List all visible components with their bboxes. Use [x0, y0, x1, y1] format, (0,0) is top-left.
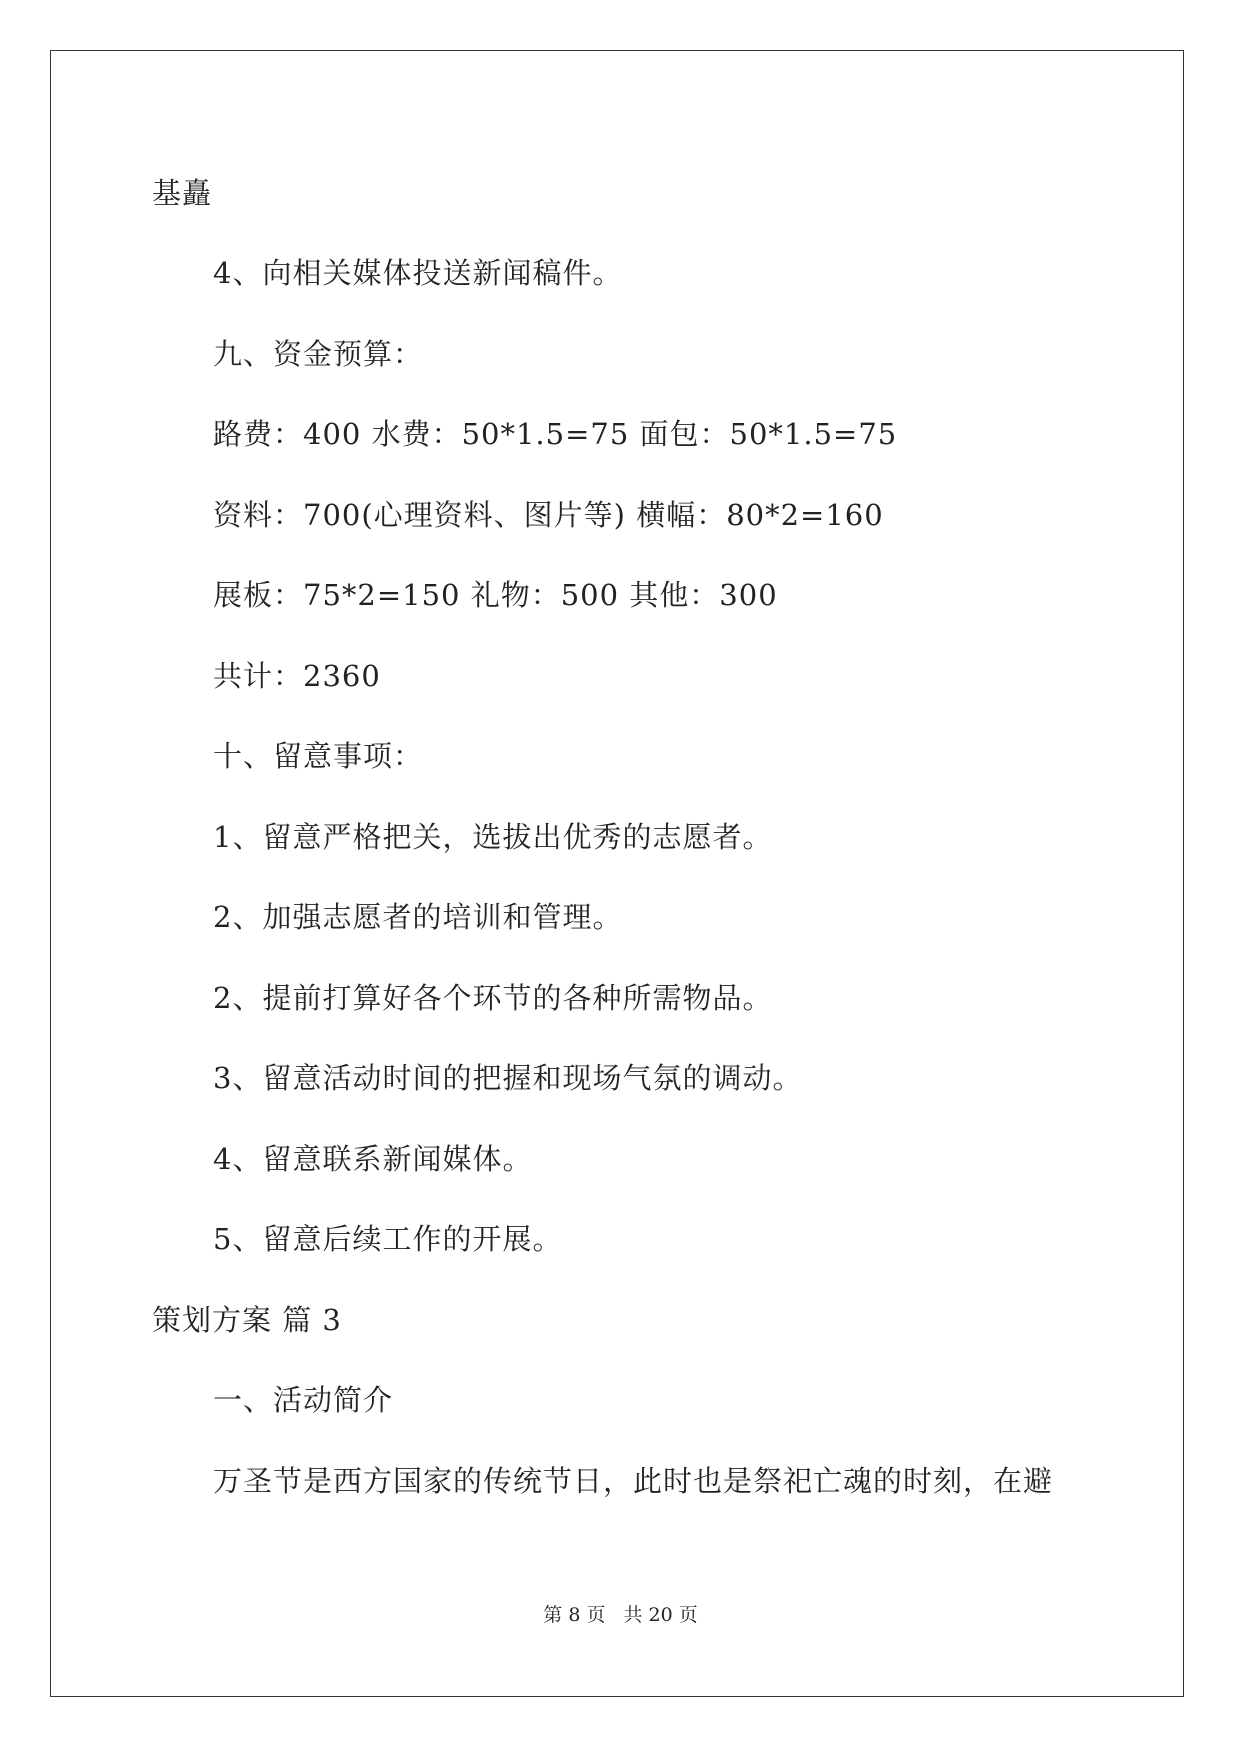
intro-paragraph-line: 万圣节是西方国家的传统节日，此时也是祭祀亡魂的时刻，在避 [213, 1464, 1054, 1498]
note-item-2b: 2、提前打算好各个环节的各种所需物品。 [213, 981, 773, 1015]
section-heading-notes: 十、留意事项： [213, 739, 424, 773]
page-number: 第 8 页 [543, 1604, 606, 1626]
note-item-3: 3、留意活动时间的把握和现场气氛的调动。 [213, 1061, 803, 1095]
note-item-2: 2、加强志愿者的培训和管理。 [213, 900, 623, 934]
budget-line-3: 展板：75*2=150 礼物：500 其他：300 [213, 578, 778, 612]
budget-total: 共计：2360 [213, 659, 381, 693]
page-border [50, 50, 1184, 1697]
section-heading-budget: 九、资金预算： [213, 337, 424, 371]
note-item-1: 1、留意严格把关，选拔出优秀的志愿者。 [213, 820, 773, 854]
budget-line-1: 路费：400 水费：50*1.5=75 面包：50*1.5=75 [213, 417, 898, 451]
page-total: 共 20 页 [623, 1604, 698, 1626]
text-line-notice-4: 4、向相关媒体投送新闻稿件。 [213, 256, 623, 290]
section-heading-intro: 一、活动简介 [213, 1383, 394, 1417]
page-footer [0, 1603, 1241, 1627]
note-item-5: 5、留意后续工作的开展。 [213, 1222, 563, 1256]
plan-heading-3: 策划方案 篇 3 [152, 1303, 342, 1337]
note-item-4: 4、留意联系新闻媒体。 [213, 1142, 533, 1176]
budget-line-2: 资料：700(心理资料、图片等) 横幅：80*2=160 [213, 498, 884, 532]
text-line-fragment: 基矗 [152, 176, 213, 210]
